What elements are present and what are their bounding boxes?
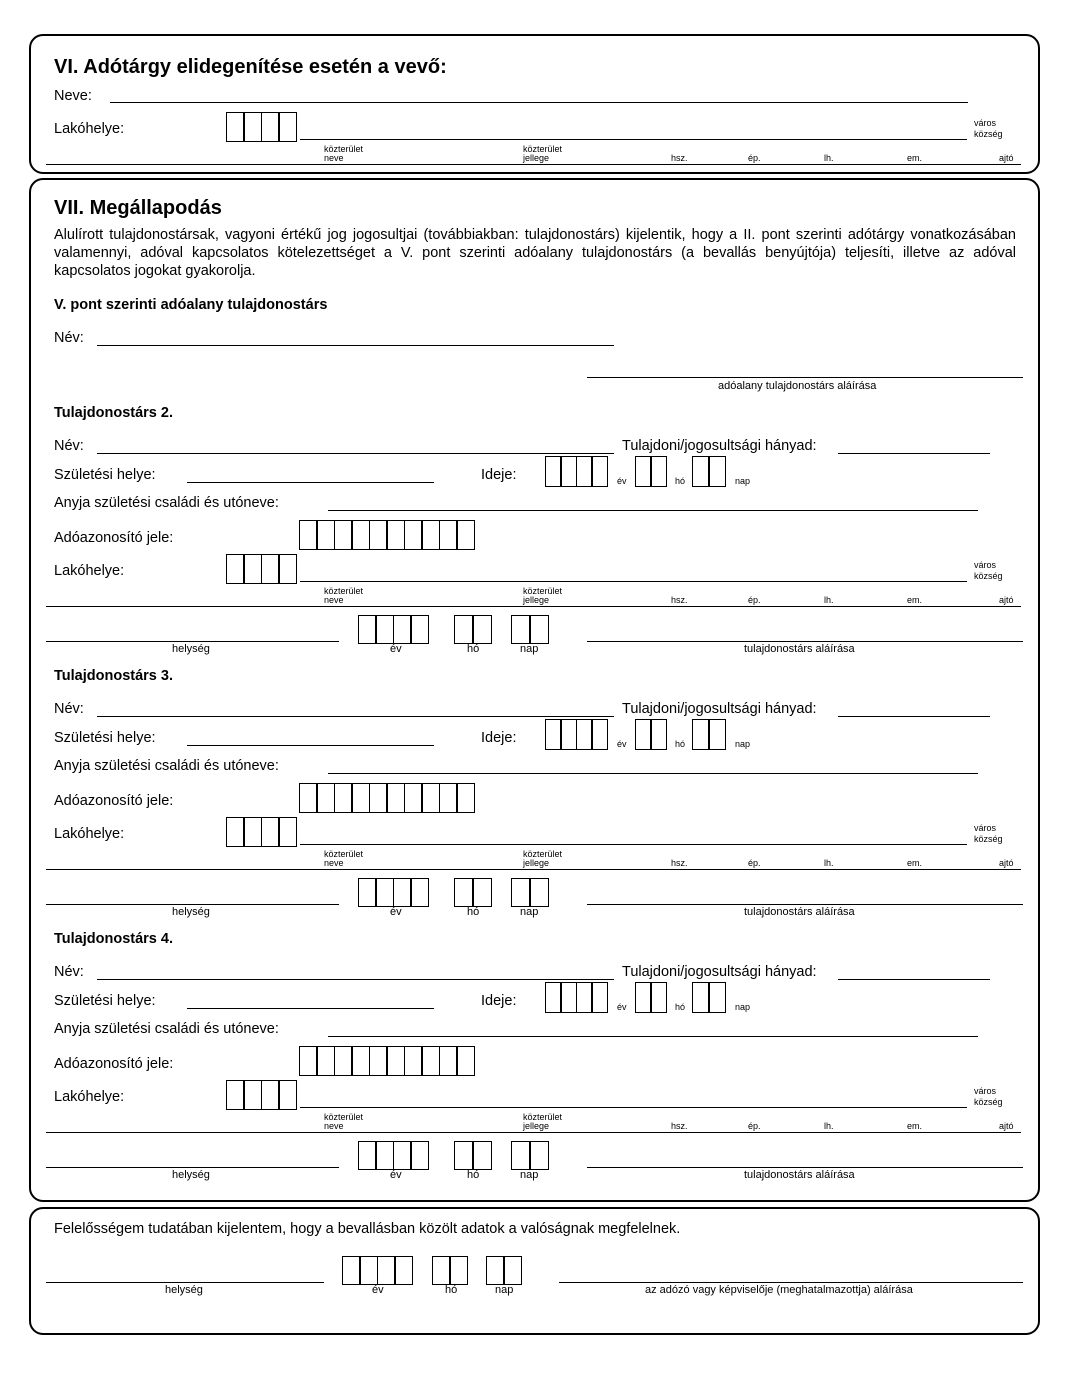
coowner-mother-label: Anyja születési családi és utóneve: <box>54 1021 279 1037</box>
coowner-place-caption: helység <box>172 643 210 655</box>
kozterulet-neve-caption: közterület <box>324 1112 364 1122</box>
coowner-taxid-label: Adóazonosító jele: <box>54 793 174 809</box>
coowner-date-label: Ideje: <box>481 730 517 746</box>
lh-caption: lh. <box>824 1121 834 1131</box>
coowner-mother-field[interactable] <box>328 510 978 511</box>
coowner-birthplace-label: Születési helye: <box>54 730 156 746</box>
kozseg-caption: község <box>974 1097 1003 1107</box>
coowner-birth-month-caption: hó <box>675 1002 686 1012</box>
coowner-name-field[interactable] <box>97 453 614 454</box>
coowner-year-boxes[interactable] <box>359 615 429 644</box>
coowner-taxid-boxes[interactable] <box>300 1046 475 1076</box>
kozterulet-neve-caption: közterület <box>324 849 364 859</box>
coowner-name-field[interactable] <box>97 716 614 717</box>
hsz-caption: hsz. <box>671 858 688 868</box>
coowner-place-caption: helység <box>172 1169 210 1181</box>
ep-caption: ép. <box>748 858 761 868</box>
kozseg-caption: község <box>974 129 1003 139</box>
coowner-birth-year-caption: év <box>617 476 627 486</box>
coowner-day-boxes[interactable] <box>512 615 549 644</box>
declaration-place-caption: helység <box>165 1284 203 1296</box>
coowner-share-field[interactable] <box>838 979 990 980</box>
coowner-birth-day-boxes[interactable] <box>693 982 726 1013</box>
coowner-share-field[interactable] <box>838 453 990 454</box>
declaration-day-caption: nap <box>495 1284 514 1296</box>
kozterulet-jellege-caption-2: jellege <box>523 153 550 163</box>
coowner-share-field[interactable] <box>838 716 990 717</box>
lh-caption: lh. <box>824 858 834 868</box>
street-field[interactable] <box>46 606 1021 607</box>
coowner-place-field[interactable] <box>46 904 339 905</box>
coowner-birth-month-boxes[interactable] <box>636 456 667 487</box>
declaration-signature-caption: az adózó vagy képviselője (meghatalmazottja) aláírása <box>645 1284 913 1296</box>
declaration-signature-line[interactable] <box>559 1282 1023 1283</box>
coowner-place-field[interactable] <box>46 1167 339 1168</box>
kozterulet-neve-caption-2: neve <box>324 595 344 605</box>
postal-code-boxes[interactable] <box>227 1080 297 1110</box>
kozterulet-jellege-caption: közterület <box>523 1112 563 1122</box>
em-caption: em. <box>907 858 923 868</box>
coowner-taxid-boxes[interactable] <box>300 783 475 813</box>
coowner-share-label: Tulajdoni/jogosultsági hányad: <box>622 438 817 454</box>
coowner-month-boxes[interactable] <box>455 615 492 644</box>
street-field[interactable] <box>46 1132 1021 1133</box>
coowner-place-caption: helység <box>172 906 210 918</box>
lh-caption: lh. <box>824 595 834 605</box>
owner-heading: V. pont szerinti adóalany tulajdonostárs <box>54 297 328 313</box>
declaration-year-boxes[interactable] <box>343 1256 413 1285</box>
address-label: Lakóhelye: <box>54 563 125 579</box>
coowner-title: Tulajdonostárs 2. <box>54 405 173 421</box>
kozseg-caption: község <box>974 571 1003 581</box>
section-6-title: VI. Adótárgy elidegenítése esetén a vevő: <box>54 56 447 78</box>
coowner-year-caption: év <box>390 643 402 655</box>
kozterulet-neve-caption: közterület <box>324 144 364 154</box>
address-label: Lakóhelye: <box>54 121 125 137</box>
city-field[interactable] <box>300 139 967 140</box>
buyer-name-label: Neve: <box>54 88 92 104</box>
coowner-place-field[interactable] <box>46 641 339 642</box>
em-caption: em. <box>907 595 923 605</box>
coowner-signature-caption: tulajdonostárs aláírása <box>744 643 855 655</box>
coowner-birth-year-boxes[interactable] <box>546 982 608 1013</box>
declaration-place-field[interactable] <box>46 1282 324 1283</box>
coowner-birth-month-caption: hó <box>675 739 686 749</box>
coowner-name-label: Név: <box>54 438 84 454</box>
coowner-birth-month-boxes[interactable] <box>636 982 667 1013</box>
coowner-title: Tulajdonostárs 4. <box>54 931 173 947</box>
coowner-taxid-boxes[interactable] <box>300 520 475 550</box>
declaration-month-boxes[interactable] <box>433 1256 468 1285</box>
city-field[interactable] <box>300 1107 967 1108</box>
coowner-day-caption: nap <box>520 1169 539 1181</box>
coowner-birth-month-boxes[interactable] <box>636 719 667 750</box>
ajto-caption: ajtó <box>999 153 1014 163</box>
coowner-month-caption: hó <box>467 1169 480 1181</box>
kozterulet-neve-caption-2: neve <box>324 153 344 163</box>
coowner-date-label: Ideje: <box>481 993 517 1009</box>
coowner-birthplace-field[interactable] <box>187 482 434 483</box>
coowner-mother-label: Anyja születési családi és utóneve: <box>54 758 279 774</box>
ajto-caption: ajtó <box>999 1121 1014 1131</box>
declaration-year-caption: év <box>372 1284 384 1296</box>
postal-code-boxes[interactable] <box>227 112 297 142</box>
varos-caption: város <box>974 1086 997 1096</box>
coowner-birth-year-caption: év <box>617 739 627 749</box>
ep-caption: ép. <box>748 595 761 605</box>
coowner-year-boxes[interactable] <box>359 878 429 907</box>
coowner-month-boxes[interactable] <box>455 1141 492 1170</box>
coowner-day-boxes[interactable] <box>512 1141 549 1170</box>
buyer-name-field[interactable] <box>110 102 968 103</box>
ajto-caption: ajtó <box>999 858 1014 868</box>
kozterulet-jellege-caption-2: jellege <box>523 1121 550 1131</box>
coowner-day-caption: nap <box>520 643 539 655</box>
owner-name-label: Név: <box>54 330 84 346</box>
kozterulet-jellege-caption: közterület <box>523 849 563 859</box>
kozterulet-jellege-caption: közterület <box>523 144 563 154</box>
coowner-title: Tulajdonostárs 3. <box>54 668 173 684</box>
coowner-birth-day-caption: nap <box>735 739 751 749</box>
ep-caption: ép. <box>748 153 761 163</box>
coowner-day-boxes[interactable] <box>512 878 549 907</box>
kozterulet-jellege-caption-2: jellege <box>523 595 550 605</box>
postal-code-boxes[interactable] <box>227 554 297 584</box>
owner-signature-line[interactable] <box>587 377 1023 378</box>
varos-caption: város <box>974 560 997 570</box>
coowner-birth-day-boxes[interactable] <box>693 719 726 750</box>
ep-caption: ép. <box>748 1121 761 1131</box>
hsz-caption: hsz. <box>671 595 688 605</box>
coowner-birthplace-field[interactable] <box>187 745 434 746</box>
em-caption: em. <box>907 1121 923 1131</box>
em-caption: em. <box>907 153 923 163</box>
coowner-birth-day-caption: nap <box>735 476 751 486</box>
street-field[interactable] <box>46 164 1021 165</box>
coowner-birthplace-field[interactable] <box>187 1008 434 1009</box>
owner-name-field[interactable] <box>97 345 614 346</box>
coowner-name-field[interactable] <box>97 979 614 980</box>
coowner-year-boxes[interactable] <box>359 1141 429 1170</box>
coowner-share-label: Tulajdoni/jogosultsági hányad: <box>622 964 817 980</box>
kozseg-caption: község <box>974 834 1003 844</box>
coowner-signature-line[interactable] <box>587 904 1023 905</box>
ajto-caption: ajtó <box>999 595 1014 605</box>
varos-caption: város <box>974 823 997 833</box>
city-field[interactable] <box>300 581 967 582</box>
hsz-caption: hsz. <box>671 1121 688 1131</box>
declaration-month-caption: hó <box>445 1284 458 1296</box>
city-field[interactable] <box>300 844 967 845</box>
postal-code-boxes[interactable] <box>227 817 297 847</box>
section-7-title: VII. Megállapodás <box>54 197 222 219</box>
coowner-mother-field[interactable] <box>328 773 978 774</box>
coowner-month-caption: hó <box>467 643 480 655</box>
coowner-year-caption: év <box>390 906 402 918</box>
coowner-birth-year-caption: év <box>617 1002 627 1012</box>
kozterulet-jellege-caption: közterület <box>523 586 563 596</box>
coowner-mother-label: Anyja születési családi és utóneve: <box>54 495 279 511</box>
varos-caption: város <box>974 118 997 128</box>
coowner-signature-caption: tulajdonostárs aláírása <box>744 1169 855 1181</box>
coowner-name-label: Név: <box>54 701 84 717</box>
coowner-month-caption: hó <box>467 906 480 918</box>
coowner-birth-day-caption: nap <box>735 1002 751 1012</box>
coowner-month-boxes[interactable] <box>455 878 492 907</box>
street-field[interactable] <box>46 869 1021 870</box>
kozterulet-neve-caption-2: neve <box>324 858 344 868</box>
coowner-signature-caption: tulajdonostárs aláírása <box>744 906 855 918</box>
address-label: Lakóhelye: <box>54 826 125 842</box>
coowner-signature-line[interactable] <box>587 641 1023 642</box>
coowner-date-label: Ideje: <box>481 467 517 483</box>
coowner-birth-day-boxes[interactable] <box>693 456 726 487</box>
coowner-name-label: Név: <box>54 964 84 980</box>
coowner-birth-year-boxes[interactable] <box>546 719 608 750</box>
coowner-year-caption: év <box>390 1169 402 1181</box>
section-7-panel <box>29 178 1040 1202</box>
hsz-caption: hsz. <box>671 153 688 163</box>
address-label: Lakóhelye: <box>54 1089 125 1105</box>
coowner-taxid-label: Adóazonosító jele: <box>54 530 174 546</box>
declaration-day-boxes[interactable] <box>487 1256 522 1285</box>
agreement-paragraph: Alulírott tulajdonostársak, vagyoni értékű jog jogosultjai (továbbiakban: tulajdonostárs) kijelentik, hogy a II. pont szerinti adótárgy vonatkozásában valamennyi, adóval kapcsolatos kötelezettséget a V. pont szerinti adóalany tulajdonostárs (a bevallás benyújtója) teljesíti, illetve az adóval kapcsolatos jogokat gyakorolja. <box>54 227 1016 279</box>
owner-signature-caption: adóalany tulajdonostárs aláírása <box>718 380 877 392</box>
declaration-text: Felelősségem tudatában kijelentem, hogy a bevallásban közölt adatok a valóságnak megfelelnek. <box>54 1221 681 1237</box>
coowner-birthplace-label: Születési helye: <box>54 993 156 1009</box>
coowner-birthplace-label: Születési helye: <box>54 467 156 483</box>
coowner-mother-field[interactable] <box>328 1036 978 1037</box>
coowner-share-label: Tulajdoni/jogosultsági hányad: <box>622 701 817 717</box>
kozterulet-neve-caption: közterület <box>324 586 364 596</box>
coowner-signature-line[interactable] <box>587 1167 1023 1168</box>
coowner-birth-month-caption: hó <box>675 476 686 486</box>
coowner-birth-year-boxes[interactable] <box>546 456 608 487</box>
coowner-day-caption: nap <box>520 906 539 918</box>
lh-caption: lh. <box>824 153 834 163</box>
kozterulet-jellege-caption-2: jellege <box>523 858 550 868</box>
coowner-taxid-label: Adóazonosító jele: <box>54 1056 174 1072</box>
kozterulet-neve-caption-2: neve <box>324 1121 344 1131</box>
